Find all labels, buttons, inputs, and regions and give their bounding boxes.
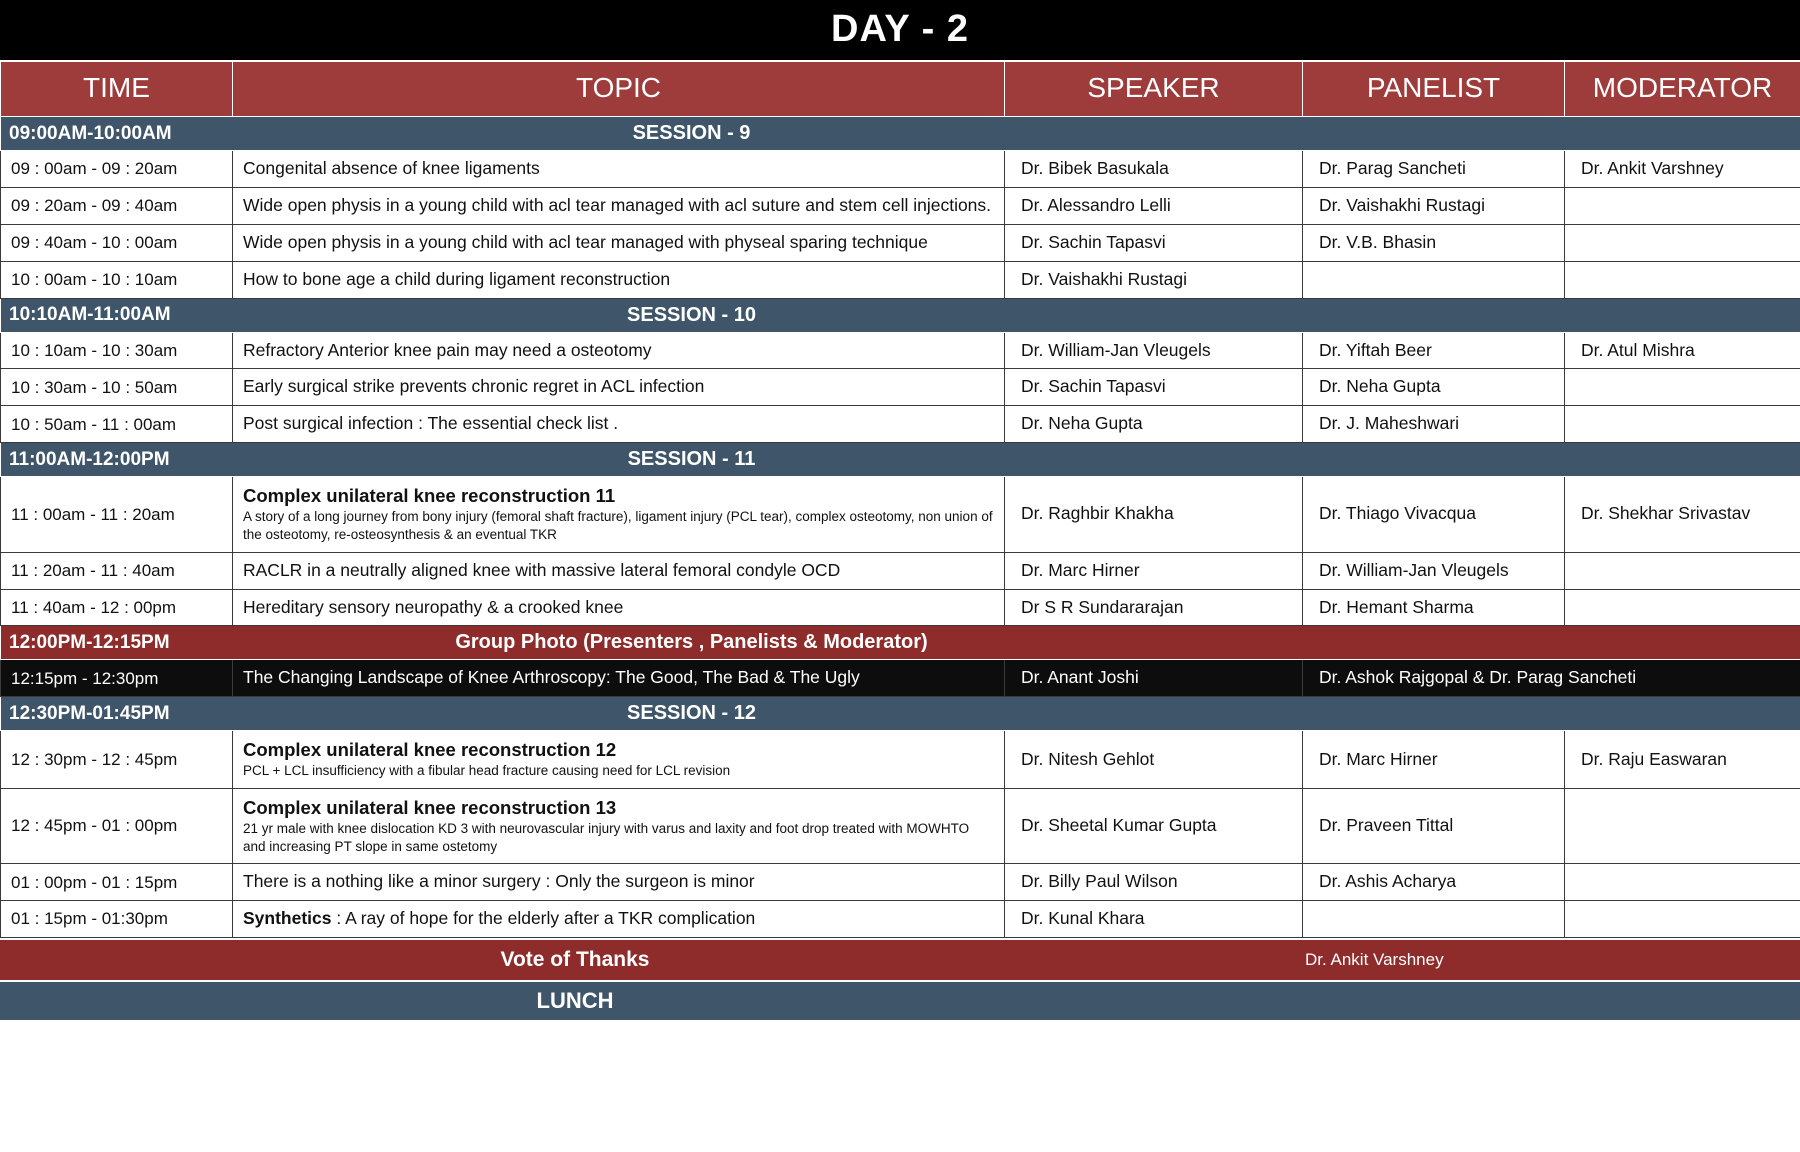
cell-topic: How to bone age a child during ligament reconstruction bbox=[233, 261, 1005, 298]
cell-speaker: Dr. Sheetal Kumar Gupta bbox=[1005, 788, 1303, 864]
topic-title: Complex unilateral knee reconstruction 13 bbox=[243, 796, 617, 818]
column-header-topic: TOPIC bbox=[233, 61, 1005, 117]
cell-topic bbox=[233, 901, 1005, 938]
table-row bbox=[1, 660, 1800, 697]
topic-title: Complex unilateral knee reconstruction 11 bbox=[243, 485, 616, 507]
cell-time: 11 : 40am - 12 : 00pm bbox=[1, 589, 233, 626]
cell-speaker: Dr. Neha Gupta bbox=[1005, 406, 1303, 443]
cell-time: 10 : 50am - 11 : 00am bbox=[1, 406, 233, 443]
cell-panelist: Dr. Vaishakhi Rustagi bbox=[1303, 187, 1565, 224]
lunch-label: LUNCH bbox=[536, 987, 614, 1013]
cell-speaker: Dr. William-Jan Vleugels bbox=[1005, 332, 1303, 369]
topic-title: Complex unilateral knee reconstruction 12 bbox=[243, 739, 617, 761]
cell-panelist: Dr. Ashok Rajgopal & Dr. Parag Sancheti bbox=[1303, 660, 1800, 697]
session-time: 10:10AM-11:00AM bbox=[9, 304, 171, 326]
session-header-cell bbox=[1, 626, 1800, 660]
cell-time: 09 : 20am - 09 : 40am bbox=[1, 187, 233, 224]
cell-topic bbox=[233, 477, 1005, 553]
cell-moderator: Dr. Shekhar Srivastav bbox=[1565, 477, 1800, 553]
topic-text: : A ray of hope for the elderly after a TKR complication bbox=[331, 908, 756, 929]
cell-time: 10 : 00am - 10 : 10am bbox=[1, 261, 233, 298]
vote-of-thanks-person: Dr. Ankit Varshney bbox=[1305, 949, 1444, 969]
cell-topic: Wide open physis in a young child with acl tear managed with acl suture and stem cell injections. bbox=[233, 187, 1005, 224]
cell-moderator bbox=[1565, 261, 1800, 298]
session-name: SESSION - 9 bbox=[632, 122, 751, 144]
topic-subtitle: 21 yr male with knee dislocation KD 3 with neurovascular injury with varus and laxity and foot drop treated with MOWHTO and increasing PT slope in same ostetomy bbox=[243, 820, 970, 854]
session-name: SESSION - 11 bbox=[627, 448, 756, 471]
cell-panelist: Dr. Hemant Sharma bbox=[1303, 589, 1565, 626]
vote-of-thanks-label: Vote of Thanks bbox=[500, 947, 650, 971]
cell-moderator bbox=[1565, 589, 1800, 626]
cell-topic: RACLR in a neutrally aligned knee with massive lateral femoral condyle OCD bbox=[233, 552, 1005, 589]
cell-moderator bbox=[1565, 187, 1800, 224]
cell-moderator: Dr. Ankit Varshney bbox=[1565, 151, 1800, 188]
cell-topic: Post surgical infection : The essential check list . bbox=[233, 406, 1005, 443]
cell-topic: Wide open physis in a young child with acl tear managed with physeal sparing technique bbox=[233, 224, 1005, 261]
cell-speaker: Dr. Nitesh Gehlot bbox=[1005, 731, 1303, 788]
table-row bbox=[1, 406, 1800, 443]
cell-moderator bbox=[1565, 552, 1800, 589]
column-header-speaker: SPEAKER bbox=[1005, 61, 1303, 117]
cell-speaker: Dr. Raghbir Khakha bbox=[1005, 477, 1303, 553]
column-header-time: TIME bbox=[1, 61, 233, 117]
cell-time: 11 : 00am - 11 : 20am bbox=[1, 477, 233, 553]
cell-panelist: Dr. V.B. Bhasin bbox=[1303, 224, 1565, 261]
cell-speaker: Dr. Bibek Basukala bbox=[1005, 151, 1303, 188]
session-name: SESSION - 10 bbox=[627, 303, 756, 326]
cell-speaker: Dr. Kunal Khara bbox=[1005, 901, 1303, 938]
cell-panelist: Dr. William-Jan Vleugels bbox=[1303, 552, 1565, 589]
session-header-row bbox=[1, 298, 1800, 332]
cell-speaker: Dr S R Sundararajan bbox=[1005, 589, 1303, 626]
cell-panelist: Dr. J. Maheshwari bbox=[1303, 406, 1565, 443]
table-header-row bbox=[1, 61, 1800, 117]
topic-bold-prefix: Synthetics bbox=[243, 908, 332, 929]
cell-topic: Early surgical strike prevents chronic regret in ACL infection bbox=[233, 369, 1005, 406]
table-row bbox=[1, 477, 1800, 553]
cell-panelist: Dr. Parag Sancheti bbox=[1303, 151, 1565, 188]
cell-time: 11 : 20am - 11 : 40am bbox=[1, 552, 233, 589]
table-row bbox=[1, 864, 1800, 901]
cell-time: 12 : 45pm - 01 : 00pm bbox=[1, 788, 233, 864]
table-row bbox=[1, 731, 1800, 788]
lunch-bar bbox=[0, 980, 1800, 1020]
cell-time: 12 : 30pm - 12 : 45pm bbox=[1, 731, 233, 788]
table-row bbox=[1, 901, 1800, 938]
cell-time: 01 : 15pm - 01:30pm bbox=[1, 901, 233, 938]
cell-time: 10 : 30am - 10 : 50am bbox=[1, 369, 233, 406]
vote-of-thanks-bar bbox=[0, 938, 1800, 980]
session-header-row bbox=[1, 697, 1800, 731]
table-row bbox=[1, 589, 1800, 626]
cell-panelist: Dr. Ashis Acharya bbox=[1303, 864, 1565, 901]
cell-moderator bbox=[1565, 369, 1800, 406]
cell-moderator: Dr. Atul Mishra bbox=[1565, 332, 1800, 369]
table-row bbox=[1, 552, 1800, 589]
session-name: Group Photo (Presenters , Panelists & Moderator) bbox=[455, 631, 928, 654]
table-row bbox=[1, 151, 1800, 188]
page-title: DAY - 2 bbox=[0, 0, 1800, 60]
schedule-table bbox=[0, 60, 1800, 938]
session-time: 11:00AM-12:00PM bbox=[9, 448, 170, 470]
session-name: SESSION - 12 bbox=[627, 702, 756, 725]
cell-speaker: Dr. Billy Paul Wilson bbox=[1005, 864, 1303, 901]
cell-panelist bbox=[1303, 901, 1565, 938]
cell-topic: Congenital absence of knee ligaments bbox=[233, 151, 1005, 188]
cell-time: 09 : 00am - 09 : 20am bbox=[1, 151, 233, 188]
table-row bbox=[1, 369, 1800, 406]
session-time: 12:00PM-12:15PM bbox=[9, 632, 170, 654]
session-time: 12:30PM-01:45PM bbox=[9, 702, 170, 724]
cell-panelist: Dr. Praveen Tittal bbox=[1303, 788, 1565, 864]
session-header-row bbox=[1, 443, 1800, 477]
cell-speaker: Dr. Vaishakhi Rustagi bbox=[1005, 261, 1303, 298]
session-time: 09:00AM-10:00AM bbox=[9, 122, 172, 144]
cell-topic bbox=[233, 788, 1005, 864]
cell-speaker: Dr. Sachin Tapasvi bbox=[1005, 224, 1303, 261]
session-header-row bbox=[1, 626, 1800, 660]
cell-topic: Refractory Anterior knee pain may need a osteotomy bbox=[233, 332, 1005, 369]
table-row bbox=[1, 332, 1800, 369]
cell-speaker: Dr. Sachin Tapasvi bbox=[1005, 369, 1303, 406]
cell-time: 01 : 00pm - 01 : 15pm bbox=[1, 864, 233, 901]
cell-moderator bbox=[1565, 406, 1800, 443]
cell-speaker: Dr. Marc Hirner bbox=[1005, 552, 1303, 589]
cell-panelist bbox=[1303, 261, 1565, 298]
session-header-cell bbox=[1, 697, 1800, 731]
cell-moderator bbox=[1565, 224, 1800, 261]
cell-moderator bbox=[1565, 788, 1800, 864]
cell-panelist: Dr. Neha Gupta bbox=[1303, 369, 1565, 406]
cell-moderator bbox=[1565, 901, 1800, 938]
table-row bbox=[1, 261, 1800, 298]
cell-topic bbox=[233, 731, 1005, 788]
cell-speaker: Dr. Alessandro Lelli bbox=[1005, 187, 1303, 224]
table-row bbox=[1, 788, 1800, 864]
column-header-moderator: MODERATOR bbox=[1565, 61, 1800, 117]
cell-panelist: Dr. Yiftah Beer bbox=[1303, 332, 1565, 369]
cell-speaker: Dr. Anant Joshi bbox=[1005, 660, 1303, 697]
cell-time: 10 : 10am - 10 : 30am bbox=[1, 332, 233, 369]
cell-topic: The Changing Landscape of Knee Arthroscopy: The Good, The Bad & The Ugly bbox=[233, 660, 1005, 697]
table-row bbox=[1, 224, 1800, 261]
topic-subtitle: PCL + LCL insufficiency with a fibular head fracture causing need for LCL revision bbox=[243, 763, 731, 779]
cell-topic: There is a nothing like a minor surgery : Only the surgeon is minor bbox=[233, 864, 1005, 901]
cell-panelist: Dr. Marc Hirner bbox=[1303, 731, 1565, 788]
table-row bbox=[1, 187, 1800, 224]
cell-time: 12:15pm - 12:30pm bbox=[1, 660, 233, 697]
cell-moderator: Dr. Raju Easwaran bbox=[1565, 731, 1800, 788]
cell-moderator bbox=[1565, 864, 1800, 901]
cell-time: 09 : 40am - 10 : 00am bbox=[1, 224, 233, 261]
session-header-cell bbox=[1, 117, 1800, 151]
session-header-row bbox=[1, 117, 1800, 151]
session-header-cell bbox=[1, 443, 1800, 477]
cell-topic: Hereditary sensory neuropathy & a crooked knee bbox=[233, 589, 1005, 626]
cell-panelist: Dr. Thiago Vivacqua bbox=[1303, 477, 1565, 553]
topic-subtitle: A story of a long journey from bony injury (femoral shaft fracture), ligament injury (PCL tear), complex osteotomy, non union of the osteotomy, re-osteosynthesis & an eventual TKR bbox=[243, 509, 993, 543]
column-header-panelist: PANELIST bbox=[1303, 61, 1565, 117]
session-header-cell bbox=[1, 298, 1800, 332]
